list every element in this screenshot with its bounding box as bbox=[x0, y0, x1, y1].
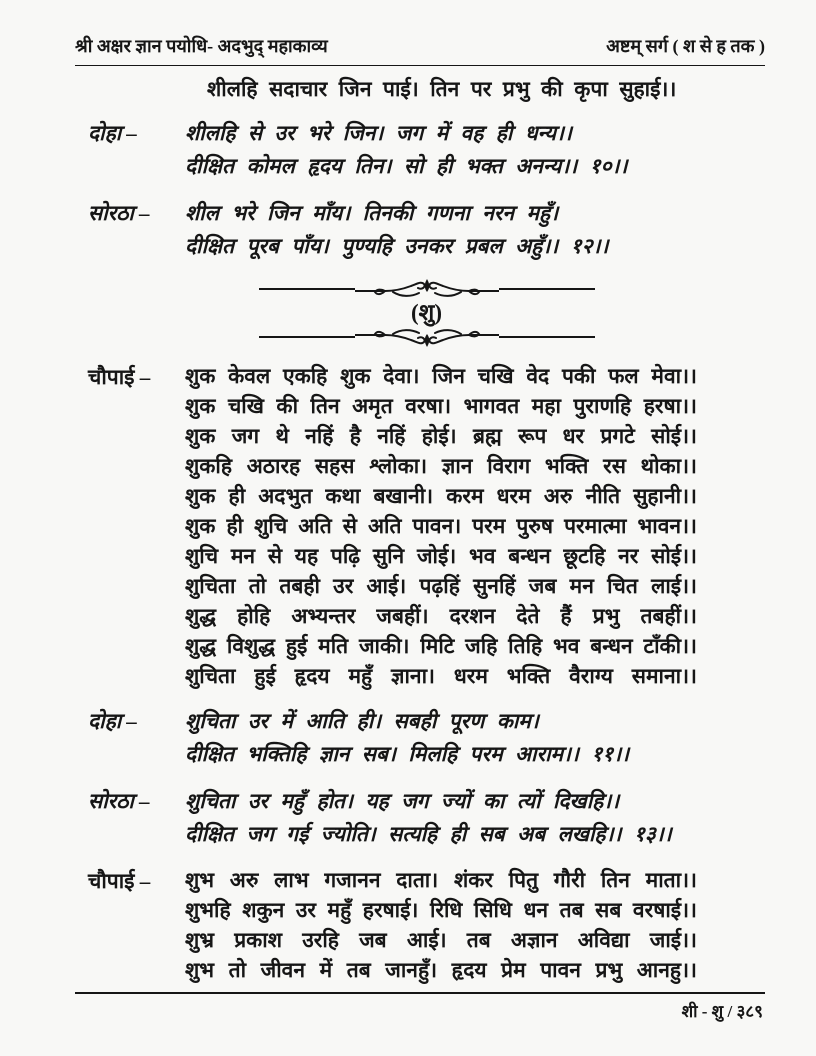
page-number: शी - शु / ३८९ bbox=[681, 1002, 763, 1021]
verse-line: शुचिता उर में आति ही। सबही पूरण काम। bbox=[185, 709, 539, 733]
verse-lines bbox=[185, 361, 697, 691]
verse-line: शुभहि शकुन उर महुँ हरषाई। रिधि सिधि धन तब सब वरषाई।। bbox=[185, 898, 697, 922]
section-divider bbox=[88, 279, 765, 347]
divider-line-right bbox=[499, 336, 595, 338]
verse-line: शुद्ध विशुद्ध हुई मति जाकी। मिटि जहि तिहि भव बन्धन टाँकी।। bbox=[185, 634, 697, 658]
verse-label: दोहा – bbox=[88, 121, 137, 145]
verse-line: दीक्षित पूरब पाँय। पुण्यहि उनकर प्रबल अहुँ।। १२।। bbox=[185, 234, 609, 258]
verse-section bbox=[88, 785, 765, 851]
verse-label: दोहा – bbox=[88, 709, 137, 733]
verse-line: शुद्ध होहि अभ्यन्तर जबहीं। दरशन देते हैं प्रभु तबहीं।। bbox=[185, 604, 697, 628]
verse-lines bbox=[185, 117, 697, 183]
header-title-left: श्री अक्षर ज्ञान पयोधि- अदभुद् महाकाव्य bbox=[75, 36, 328, 56]
verse-line: शुचिता तो तबही उर आई। पढ़हिं सुनहिं जब मन चित लाई।। bbox=[185, 574, 697, 598]
verse-lines bbox=[185, 785, 697, 851]
floral-flourish-icon bbox=[355, 278, 499, 300]
verse-line: दीक्षित भक्तिहि ज्ञान सब। मिलहि परम आराम।। ११।। bbox=[185, 742, 630, 766]
verse-section bbox=[88, 117, 765, 183]
verse-line: शुकहि अठारह सहस श्लोका। ज्ञान विराग भक्ति रस थोका।। bbox=[185, 454, 697, 478]
verse-label: सोरठा – bbox=[88, 201, 150, 225]
verse-section bbox=[88, 197, 765, 263]
divider-line-left bbox=[259, 288, 355, 290]
footer-rule bbox=[75, 992, 765, 994]
verse-section bbox=[88, 361, 765, 691]
header-rule bbox=[75, 65, 765, 66]
divider-bottom-rule bbox=[88, 327, 765, 347]
divider-line-right bbox=[499, 288, 595, 290]
verse-line: शुचिता हुई हृदय महुँ ज्ञाना। धरम भक्ति वैराग्य समाना।। bbox=[185, 664, 697, 688]
verse-line: शीलहि से उर भरे जिन। जग में वह ही धन्य।। bbox=[185, 121, 572, 145]
header-title-right: अष्टम् सर्ग ( श से ह तक ) bbox=[606, 36, 765, 56]
divider-heading: (शु) bbox=[411, 300, 442, 325]
verse-line: दीक्षित कोमल हृदय तिन। सो ही भक्त अनन्य।। १०।। bbox=[185, 154, 628, 178]
verse-line: शुक केवल एकहि शुक देवा। जिन चखि वेद पकी फल मेवा।। bbox=[185, 364, 697, 388]
verse-line: शुचिता उर महुँ होत। यह जग ज्यों का त्यों दिखहि।। bbox=[185, 789, 620, 813]
verse-lines bbox=[185, 705, 697, 771]
verse-label: चौपाई – bbox=[88, 365, 151, 389]
divider-line-left bbox=[259, 336, 355, 338]
divider-top-rule bbox=[88, 279, 765, 299]
verse-lines bbox=[185, 865, 697, 985]
verse-line: शील भरे जिन माँय। तिनकी गणना नरन महुँ। bbox=[185, 201, 559, 225]
verse-line: दीक्षित जग गई ज्योति। सत्यहि ही सब अब लखहि।। १३।। bbox=[185, 822, 672, 846]
verse-lines bbox=[185, 197, 697, 263]
verse-line: शुक जग थे नहिं है नहिं होई। ब्रह्म रूप धर प्रगटे सोई।। bbox=[185, 424, 697, 448]
verse-line: शुक चखि की तिन अमृत वरषा। भागवत महा पुराणहि हरषा।। bbox=[185, 394, 697, 418]
page-body bbox=[75, 76, 765, 985]
verse-line: शुचि मन से यह पढ़ि सुनि जोई। भव बन्धन छूटहि नर सोई।। bbox=[185, 544, 697, 568]
verse-line: शुक ही अदभुत कथा बखानी। करम धरम अरु नीति सुहानी।। bbox=[185, 484, 697, 508]
floral-flourish-icon bbox=[355, 326, 499, 348]
verse-section bbox=[88, 865, 765, 985]
verse-label: सोरठा – bbox=[88, 789, 150, 813]
verse-section bbox=[88, 705, 765, 771]
page-header bbox=[75, 34, 765, 65]
verse-label: चौपाई – bbox=[88, 869, 151, 893]
verse-line: शुभ अरु लाभ गजानन दाता। शंकर पितु गौरी तिन माता।। bbox=[185, 868, 697, 892]
opening-verse-line: शीलहि सदाचार जिन पाई। तिन पर प्रभु की कृपा सुहाई।। bbox=[207, 77, 677, 101]
verse-line: शुभ्र प्रकाश उरहि जब आई। तब अज्ञान अविद्या जाई।। bbox=[185, 928, 697, 952]
verse-line: शुक ही शुचि अति से अति पावन। परम पुरुष परमात्मा भावन।। bbox=[185, 514, 697, 538]
verse-line: शुभ तो जीवन में तब जानहुँ। हृदय प्रेम पावन प्रभु आनहु।। bbox=[185, 958, 697, 982]
